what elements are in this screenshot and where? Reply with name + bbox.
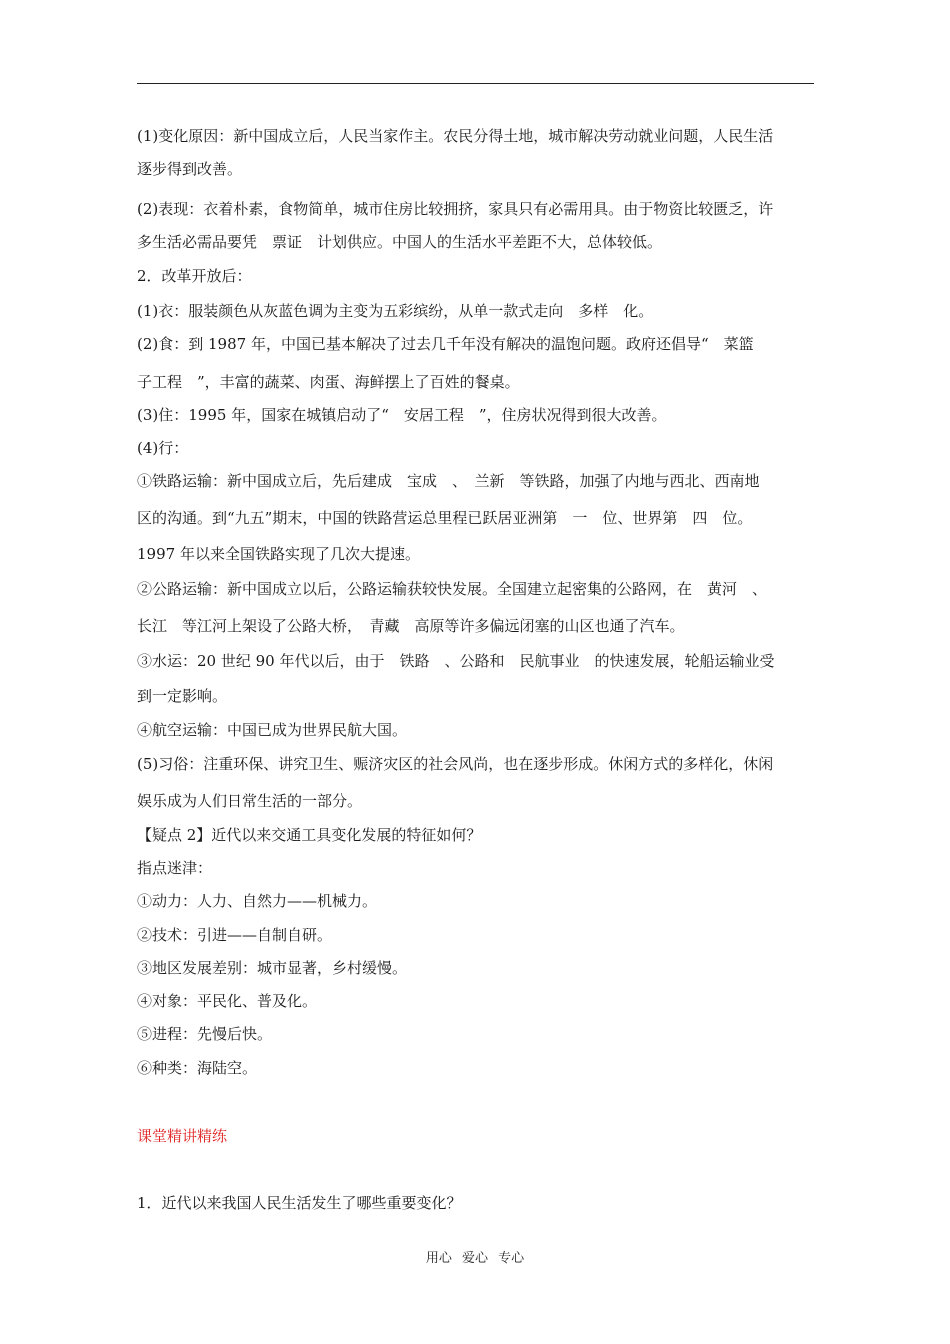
section-heading: 课堂精讲精练 — [137, 1127, 228, 1145]
text-line: 【疑点 2】近代以来交通工具变化发展的特征如何？ — [137, 826, 482, 844]
text-line: 子工程 ”，丰富的蔬菜、肉蛋、海鲜摆上了百姓的餐桌。 — [137, 373, 520, 391]
text-line: ③水运：20 世纪 90 年代以后，由于 铁路 、公路和 民航事业 的快速发展，轮船运输业受 — [137, 652, 775, 670]
text-line: ⑤进程：先慢后快。 — [137, 1025, 273, 1043]
text-line: (2)表现：衣着朴素，食物简单，城市住房比较拥挤，家具只有必需用具。由于物资比较匮乏，许 — [137, 200, 774, 218]
text-line: (5)习俗：注重环保、讲究卫生、赈济灾区的社会风尚，也在逐步形成。休闲方式的多样化，休闲 — [137, 755, 774, 773]
text-line: (2)食：到 1987 年，中国已基本解决了过去几千年没有解决的温饱问题。政府还倡导“ 菜篮 — [137, 335, 754, 353]
text-line: 区的沟通。到“九五”期末，中国的铁路营运总里程已跃居亚洲第 一 位、世界第 四 位。 — [137, 509, 753, 527]
text-line: 娱乐成为人们日常生活的一部分。 — [137, 792, 363, 810]
text-line: 多生活必需品要凭 票证 计划供应。中国人的生活水平差距不大，总体较低。 — [137, 233, 663, 251]
text-line: ④对象：平民化、普及化。 — [137, 992, 318, 1010]
text-line: ②技术：引进——自制自研。 — [137, 926, 333, 944]
text-line: ②公路运输：新中国成立以后，公路运输获较快发展。全国建立起密集的公路网，在 黄河 、 — [137, 580, 768, 598]
text-line: (4)行： — [137, 439, 189, 457]
text-line: ①铁路运输：新中国成立后，先后建成 宝成 、 兰新 等铁路，加强了内地与西北、西南地 — [137, 472, 760, 490]
question-text: 1．近代以来我国人民生活发生了哪些重要变化？ — [137, 1194, 462, 1212]
text-line: 2．改革开放后： — [137, 267, 252, 285]
text-line: (3)住：1995 年，国家在城镇启动了“ 安居工程 ”，住房状况得到很大改善。 — [137, 406, 667, 424]
text-line: 长江 等江河上架设了公路大桥， 青藏 高原等许多偏远闭塞的山区也通了汽车。 — [137, 617, 685, 635]
text-line: ①动力：人力、自然力——机械力。 — [137, 892, 378, 910]
text-line: (1)变化原因：新中国成立后，人民当家作主。农民分得土地，城市解决劳动就业问题，人民生活 — [137, 127, 774, 145]
page-footer: 用心 爱心 专心 — [425, 1251, 525, 1266]
text-line: ③地区发展差别：城市显著，乡村缓慢。 — [137, 959, 408, 977]
header-rule — [137, 83, 814, 84]
text-line: (1)衣：服装颜色从灰蓝色调为主变为五彩缤纷，从单一款式走向 多样 化。 — [137, 302, 654, 320]
text-line: ④航空运输：中国已成为世界民航大国。 — [137, 721, 408, 739]
text-line: 逐步得到改善。 — [137, 160, 243, 178]
text-line: 指点迷津： — [137, 859, 213, 877]
text-line: 到一定影响。 — [137, 687, 228, 705]
text-line: 1997 年以来全国铁路实现了几次大提速。 — [137, 545, 420, 563]
text-line: ⑥种类：海陆空。 — [137, 1059, 258, 1077]
